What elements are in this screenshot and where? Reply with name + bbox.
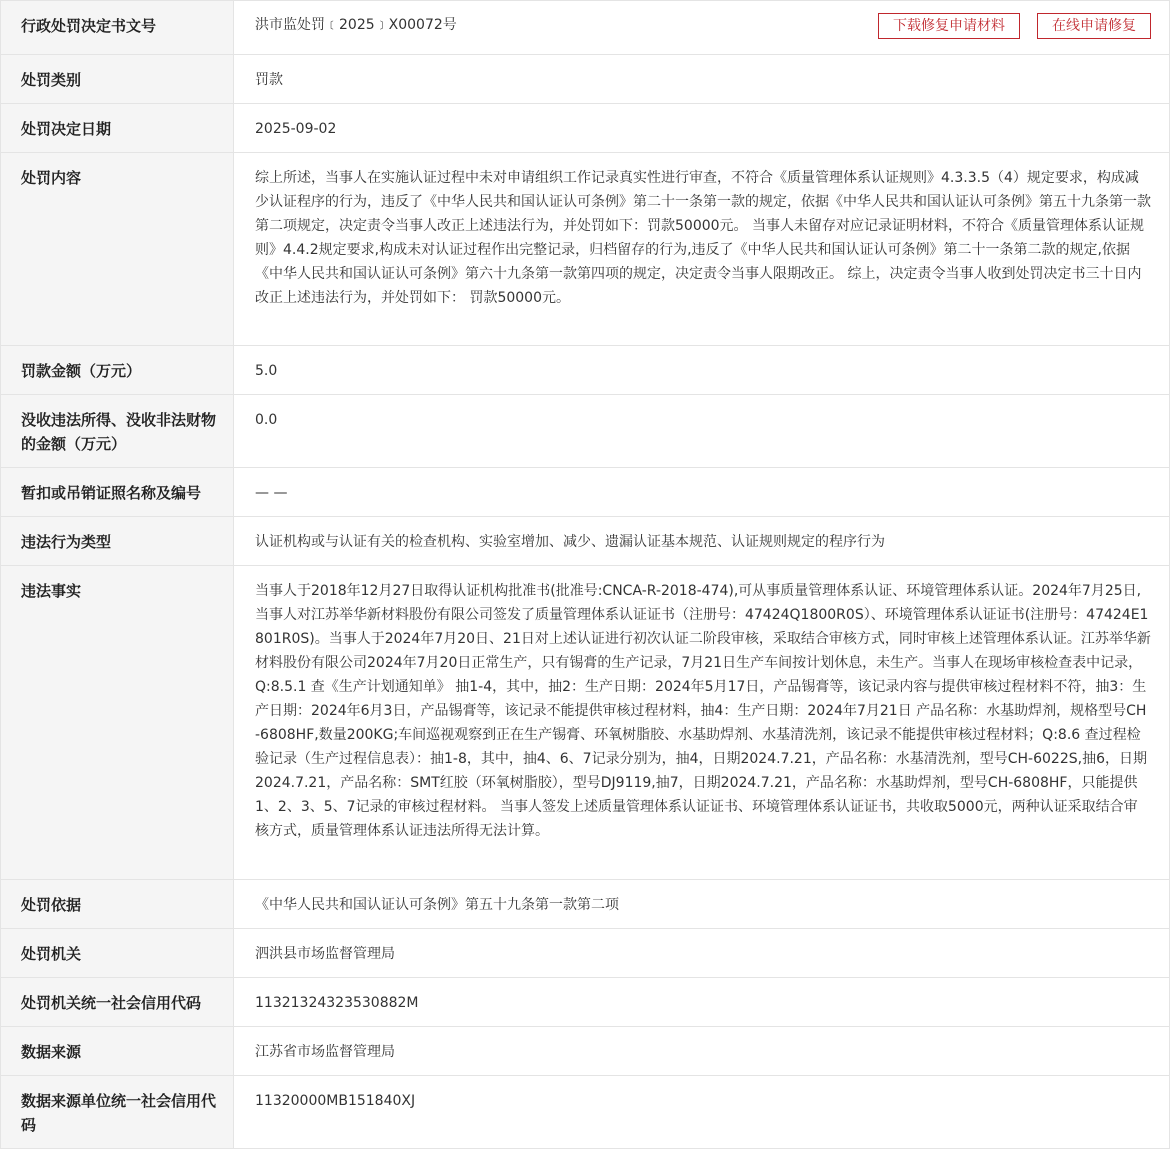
row-label: 数据来源单位统一社会信用代码 — [1, 1076, 234, 1148]
table-row — [1, 346, 1169, 395]
row-value: 认证机构或与认证有关的检查机构、实验室增加、减少、遗漏认证基本规范、认证规则规定的程序行为 — [255, 534, 885, 550]
row-value: 罚款 — [255, 72, 283, 88]
row-value: 0.0 — [255, 412, 278, 428]
decision-number: 洪市监处罚﹝2025﹞X00072号 — [255, 17, 457, 33]
table-row — [1, 880, 1169, 929]
table-row — [1, 929, 1169, 978]
row-label: 处罚决定日期 — [1, 104, 234, 152]
row-label: 没收违法所得、没收非法财物的金额（万元） — [1, 395, 234, 467]
table-row — [1, 517, 1169, 566]
row-value: 5.0 — [255, 363, 278, 379]
row-label: 处罚类别 — [1, 55, 234, 103]
row-label: 处罚机关 — [1, 929, 234, 977]
table-row — [1, 1027, 1169, 1076]
row-label: 处罚内容 — [1, 153, 234, 345]
row-value: 11321324323530882M — [255, 995, 419, 1011]
row-value: 泗洪县市场监督管理局 — [255, 946, 395, 962]
row-value: 2025-09-02 — [255, 121, 337, 137]
table-row — [1, 153, 1169, 346]
row-label: 暂扣或吊销证照名称及编号 — [1, 468, 234, 516]
row-value: 当事人于2018年12月27日取得认证机构批准书(批准号:CNCA-R-2018-474),可从事质量管理体系认证、环境管理体系认证。2024年7月25日,当事人对江苏举华新材料股份有限公司签发了质量管理体系认证证书（注册号：47424Q1800R0S）、环境管理体系认证证书(注册号：47424E1801R0S)。当事人于2024年7月20日、21日对上述认证进行初次认证二阶段审核，采取结合审核方式，同时审核上述管理体系认证。江苏举华新材料股份有限公司2024年7月20日正常生产，只有锡膏的生产记录，7月21日生产车间按计划休息，未生产。当事人在现场审核检查表中记录，Q:8.5.1 查《生产计划通知单》 抽1-4，其中，抽2：生产日期：2024年5月17日，产品锡膏等，该记录内容与提供审核过程材料不符，抽3：生产日期：2024年6月3日，产品锡膏等，该记录不能提供审核过程材料，抽4：生产日期：2024年7月21日 产品名称：水基助焊剂，规格型号CH-6808HF,数量200KG;车间巡视观察到正在生产锡膏、环氧树脂胶、水基助焊剂、水基清洗剂，该记录不能提供审核过程材料；Q:8.6 查过程检验记录（生产过程信息表）：抽1-8，其中，抽4、6、7记录分别为，抽4，日期2024.7.21，产品名称：水基清洗剂，型号CH-6022S,抽6，日期2024.7.21，产品名称：SMT红胶（环氧树脂胶），型号DJ9119,抽7，日期2024.7.21，产品名称：水基助焊剂，型号CH-6808HF，只能提供1、2、3、5、7记录的审核过程材料。 当事人签发上述质量管理体系认证证书、环境管理体系认证证书，共收取5000元，两种认证采取结合审核方式，质量管理体系认证违法所得无法计算。 — [255, 583, 1151, 839]
row-label: 违法行为类型 — [1, 517, 234, 565]
download-repair-materials-button[interactable]: 下载修复申请材料 — [878, 13, 1020, 39]
table-row — [1, 55, 1169, 104]
row-label: 处罚依据 — [1, 880, 234, 928]
row-label: 行政处罚决定书文号 — [1, 1, 234, 54]
row-label: 违法事实 — [1, 566, 234, 879]
table-row — [1, 566, 1169, 880]
table-row — [1, 1, 1169, 55]
table-row — [1, 395, 1169, 468]
row-label: 罚款金额（万元） — [1, 346, 234, 394]
row-value: 江苏省市场监督管理局 — [255, 1044, 395, 1060]
row-value: 《中华人民共和国认证认可条例》第五十九条第一款第二项 — [255, 897, 619, 913]
online-repair-application-button[interactable]: 在线申请修复 — [1037, 13, 1151, 39]
action-buttons — [878, 13, 1151, 39]
row-value: 综上所述，当事人在实施认证过程中未对申请组织工作记录真实性进行审查，不符合《质量管理体系认证规则》4.3.3.5（4）规定要求，构成减少认证程序的行为，违反了《中华人民共和国认证认可条例》第二十一条第一款的规定，依据《中华人民共和国认证认可条例》第五十九条第一款第二项规定，决定责令当事人改正上述违法行为，并处罚如下：罚款50000元。 当事人未留存对应记录证明材料，不符合《质量管理体系认证规则》4.4.2规定要求,构成未对认证过程作出完整记录，归档留存的行为,违反了《中华人民共和国认证认可条例》第二十一条第二款的规定,依据《中华人民共和国认证认可条例》第六十九条第一款第四项的规定，决定责令当事人限期改正。 综上，决定责令当事人收到处罚决定书三十日内改正上述违法行为，并处罚如下： 罚款50000元。 — [255, 170, 1151, 306]
row-value: — — — [255, 485, 288, 501]
row-label: 处罚机关统一社会信用代码 — [1, 978, 234, 1026]
row-value — [234, 1, 1169, 54]
row-label: 数据来源 — [1, 1027, 234, 1075]
row-value: 11320000MB151840XJ — [255, 1093, 416, 1109]
table-row — [1, 978, 1169, 1027]
table-row — [1, 468, 1169, 517]
table-row — [1, 1076, 1169, 1149]
table-row — [1, 104, 1169, 153]
